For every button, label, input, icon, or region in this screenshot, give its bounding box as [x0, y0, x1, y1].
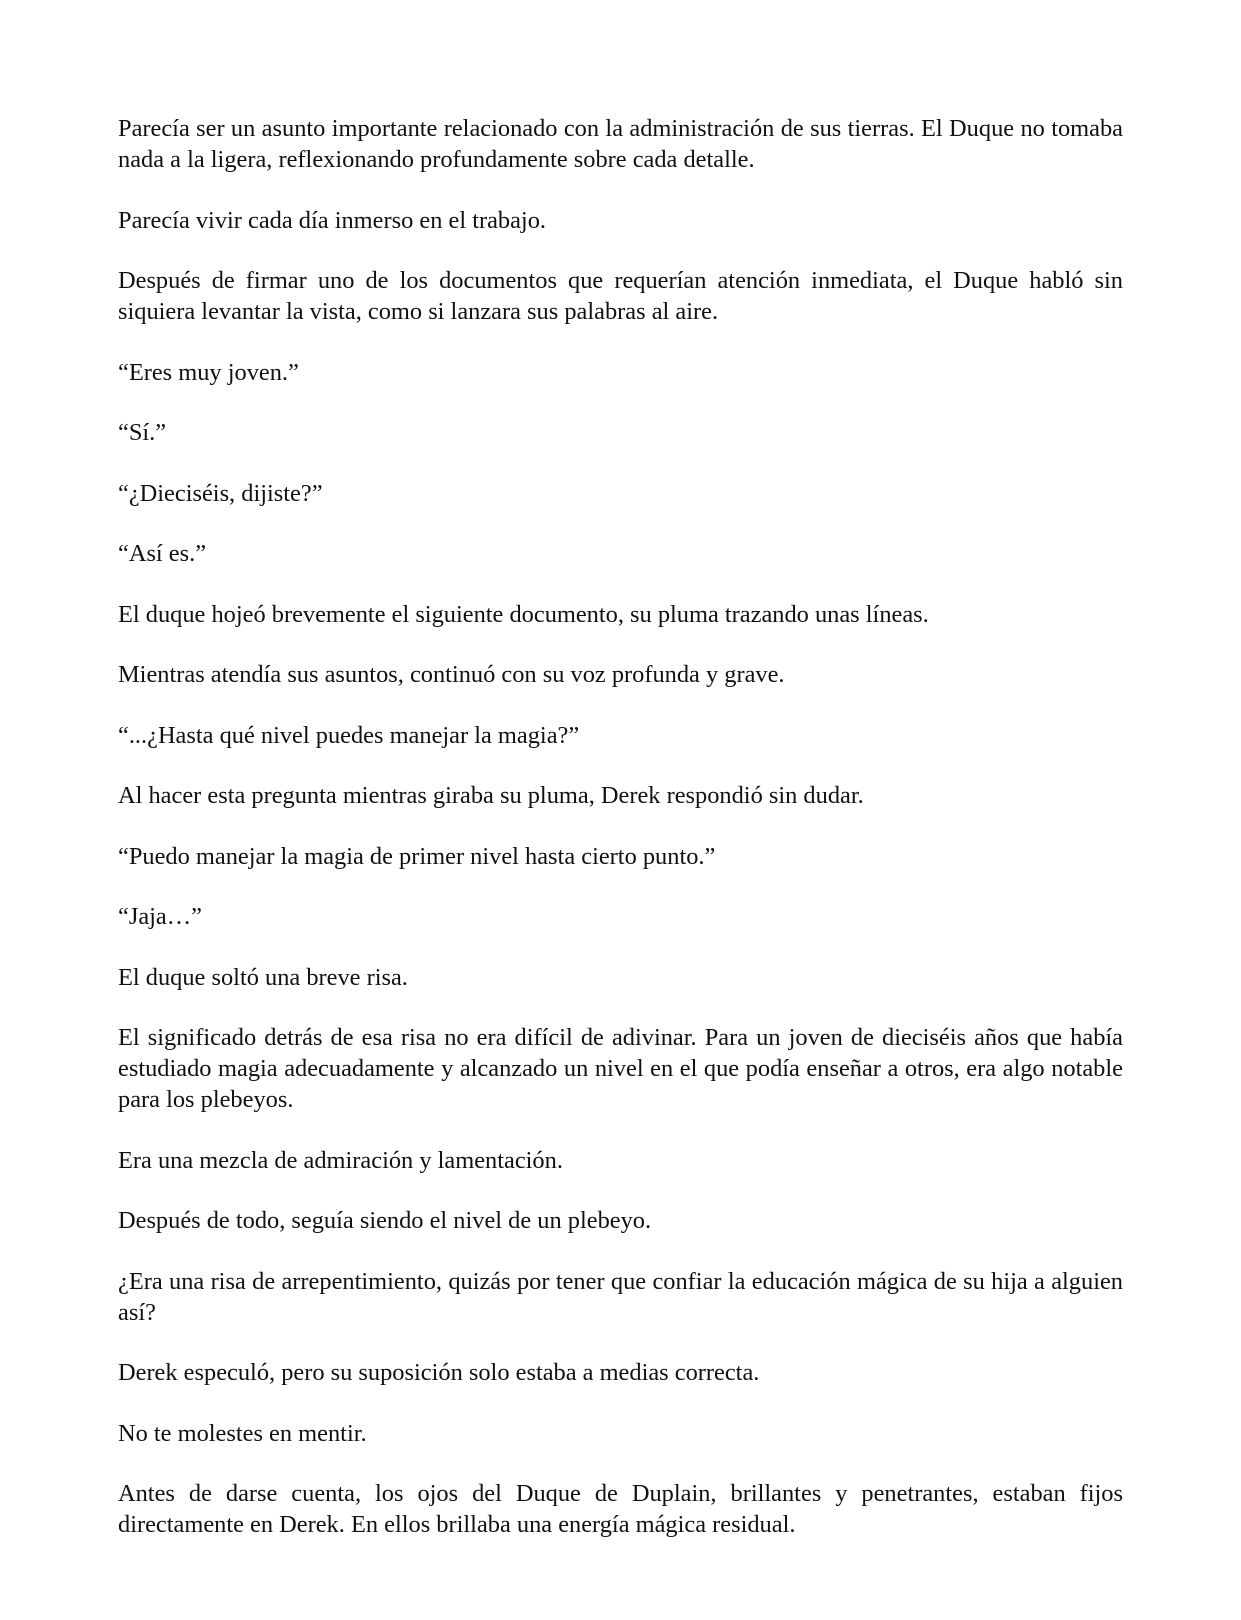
paragraph: Parecía ser un asunto importante relacionado con la administración de sus tierras. El Duque no tomaba nada a la ligera, reflexionando profundamente sobre cada detalle.	[118, 115, 1123, 173]
dialogue-line: “Así es.”	[118, 540, 207, 567]
dialogue-line: “Puedo manejar la magia de primer nivel hasta cierto punto.”	[118, 842, 716, 870]
dialogue-line: “Eres muy joven.”	[118, 358, 299, 386]
paragraph: El significado detrás de esa risa no era difícil de adivinar. Para un joven de dieciséis años que había estudiado magia adecuadamente y alcanzado un nivel en el que podía enseñar a otros, era algo notable para los plebeyos.	[118, 1024, 1123, 1113]
paragraph: Mientras atendía sus asuntos, continuó con su voz profunda y grave.	[118, 661, 785, 688]
paragraph: Al hacer esta pregunta mientras giraba su pluma, Derek respondió sin dudar.	[118, 782, 864, 809]
paragraph: No te molestes en mentir.	[118, 1419, 367, 1447]
paragraph: Derek especuló, pero su suposición solo estaba a medias correcta.	[118, 1359, 760, 1386]
paragraph: Antes de darse cuenta, los ojos del Duque de Duplain, brillantes y penetrantes, estaban fijos directamente en Derek. En ellos brillaba una energía mágica residual.	[118, 1480, 1123, 1538]
dialogue-line: “Sí.”	[118, 419, 167, 446]
paragraph: El duque hojeó brevemente el siguiente documento, su pluma trazando unas líneas.	[118, 600, 929, 628]
dialogue-line: “...¿Hasta qué nivel puedes manejar la magia?”	[118, 721, 580, 749]
dialogue-line: “Jaja…”	[118, 903, 202, 930]
paragraph: Parecía vivir cada día inmerso en el trabajo.	[118, 206, 547, 234]
body-text	[118, 113, 1123, 1540]
paragraph: El duque soltó una breve risa.	[118, 963, 408, 991]
paragraph: Después de todo, seguía siendo el nivel de un plebeyo.	[118, 1207, 652, 1234]
dialogue-line: “¿Dieciséis, dijiste?”	[118, 479, 323, 507]
paragraph: Después de firmar uno de los documentos que requerían atención inmediata, el Duque habló sin siquiera levantar la vista, como si lanzara sus palabras al aire.	[118, 267, 1123, 325]
paragraph: Era una mezcla de admiración y lamentación.	[118, 1146, 563, 1174]
paragraph: ¿Era una risa de arrepentimiento, quizás por tener que confiar la educación mágica de su hija a alguien así?	[118, 1267, 1123, 1326]
